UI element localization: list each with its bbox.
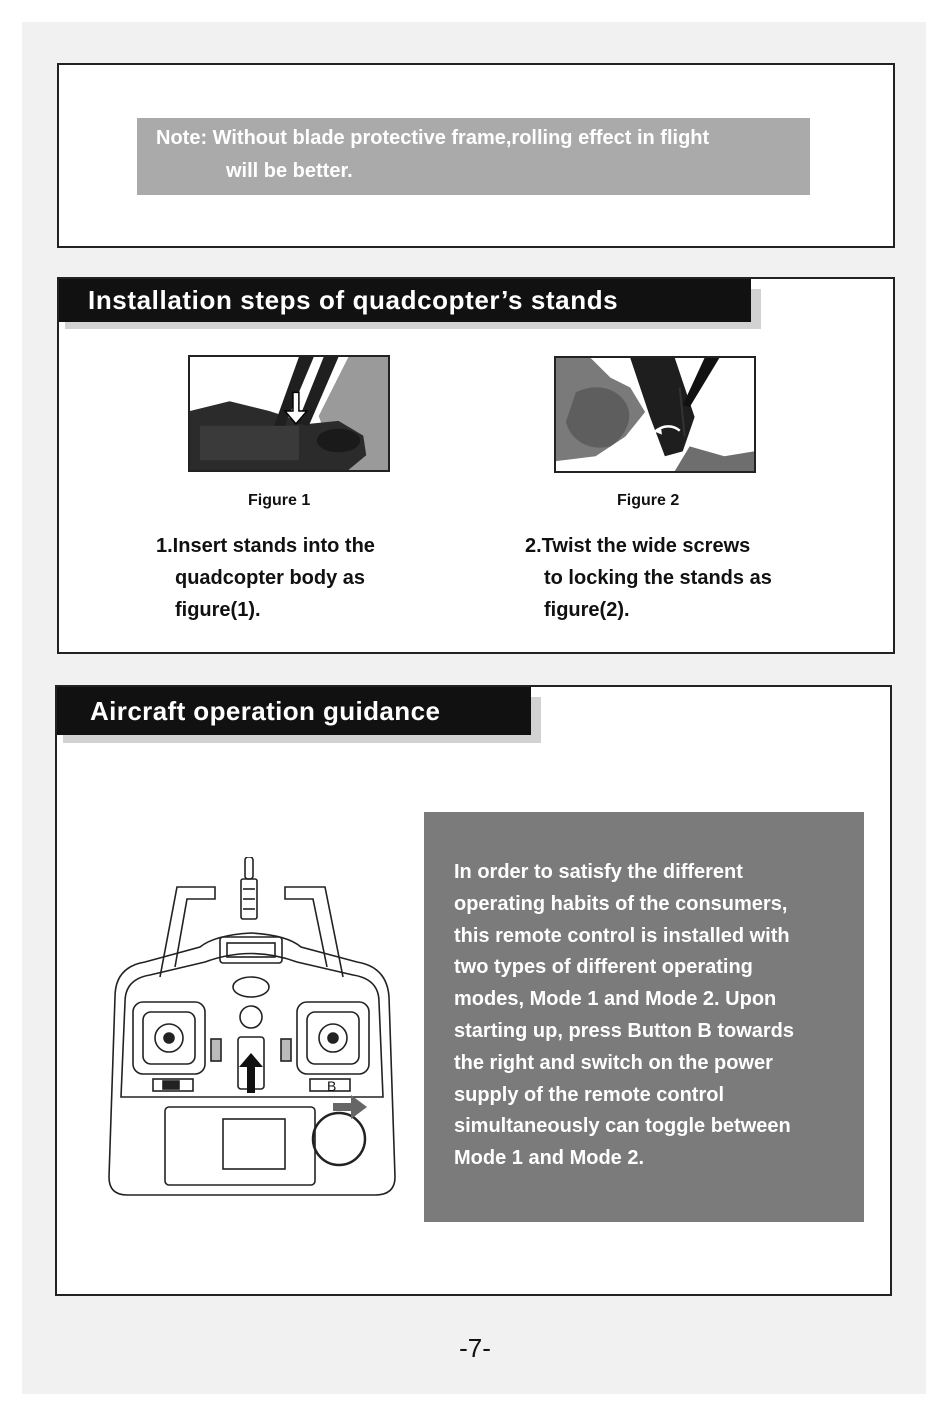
mode-guidance-text: [424, 812, 864, 1222]
button-b-label: B: [327, 1078, 337, 1094]
installation-panel: [57, 277, 895, 654]
step-2-line: 2.Twist the wide screws: [525, 535, 751, 557]
guidance-line: the right and switch on the power: [454, 1051, 773, 1074]
figure-1-photo: [188, 355, 390, 472]
step-1-line: figure(1).: [175, 599, 261, 621]
note-banner: [137, 118, 810, 195]
remote-control-illustration: [105, 857, 398, 1202]
step-2-text: [525, 530, 772, 626]
guidance-line: Mode 1 and Mode 2.: [454, 1147, 645, 1170]
guidance-line: this remote control is installed with: [454, 924, 790, 947]
figure-2-photo: [554, 356, 756, 473]
operation-panel: [55, 685, 892, 1296]
guidance-line: modes, Mode 1 and Mode 2. Upon: [454, 988, 777, 1011]
guidance-line: two types of different operating: [454, 956, 753, 979]
guidance-line: simultaneously can toggle between: [454, 1115, 791, 1138]
step-1-line: quadcopter body as: [175, 567, 366, 589]
step-2-line: figure(2).: [544, 599, 630, 621]
note-line-2: will be better.: [226, 160, 353, 182]
note-panel: [57, 63, 895, 248]
step-1-line: 1.Insert stands into the: [156, 535, 375, 557]
guidance-line: supply of the remote control: [454, 1083, 725, 1106]
note-line-1: Note: Without blade protective frame,rolling effect in flight: [156, 127, 710, 149]
figure-1-caption: Figure 1: [248, 492, 311, 509]
operation-heading: Aircraft operation guidance: [57, 687, 531, 735]
guidance-line: starting up, press Button B towards: [454, 1019, 795, 1042]
page-number: -7-: [459, 1333, 491, 1363]
step-1-text: [156, 530, 375, 626]
step-2-line: to locking the stands as: [544, 567, 772, 589]
figure-2-caption: Figure 2: [617, 492, 680, 509]
guidance-line: operating habits of the consumers,: [454, 892, 788, 915]
guidance-line: In order to satisfy the different: [454, 861, 743, 883]
installation-heading: Installation steps of quadcopter’s stands: [59, 279, 751, 322]
